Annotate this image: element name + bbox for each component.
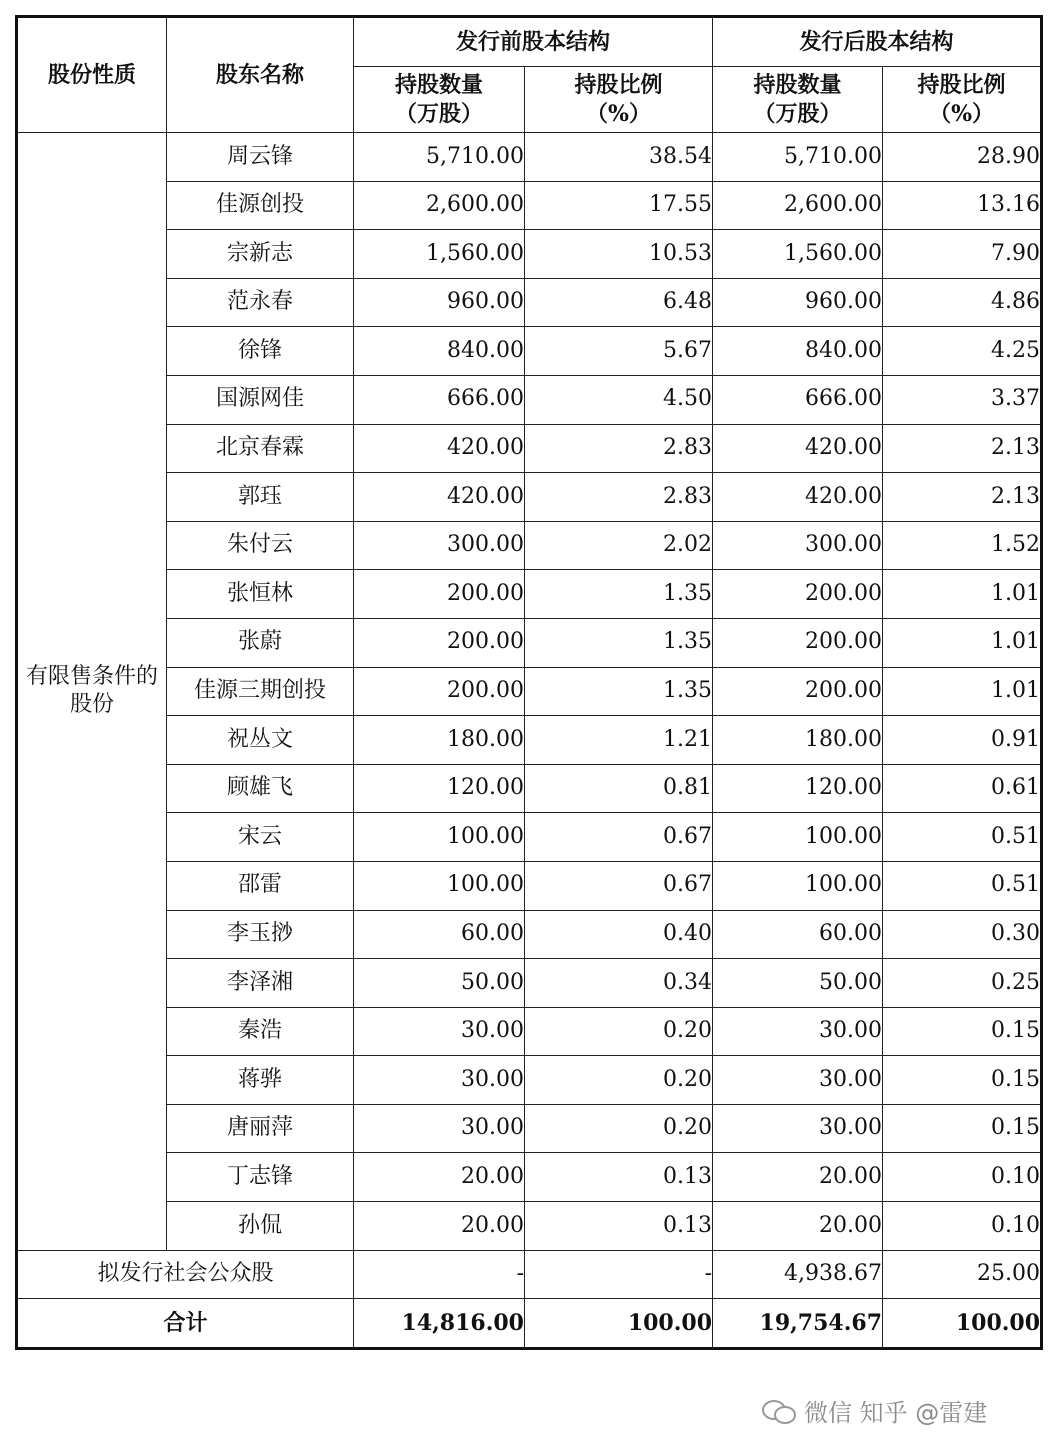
watermark-text: 微信 知乎 @雷建 — [804, 1399, 988, 1427]
before-shares: - — [354, 1250, 525, 1299]
total-before-shares: 14,816.00 — [354, 1299, 525, 1349]
before-shares: 960.00 — [354, 278, 525, 327]
after-ratio: 0.91 — [883, 716, 1042, 765]
after-shares: 200.00 — [713, 618, 883, 667]
before-shares: 30.00 — [354, 1104, 525, 1153]
header-row-1 — [17, 17, 1042, 67]
before-shares: 30.00 — [354, 1007, 525, 1056]
before-ratio: 0.20 — [525, 1104, 713, 1153]
public-offering-row — [17, 1250, 1042, 1299]
before-shares: 200.00 — [354, 667, 525, 716]
shareholder-name: 徐锋 — [167, 327, 354, 376]
shareholder-name: 宋云 — [167, 813, 354, 862]
table-row — [17, 570, 1042, 619]
header-ratio-line2: （%） — [929, 100, 994, 127]
watermark — [762, 1393, 987, 1428]
table-row — [17, 764, 1042, 813]
shareholder-name: 佳源三期创投 — [167, 667, 354, 716]
after-shares: 420.00 — [713, 473, 883, 522]
table-row — [17, 375, 1042, 424]
shareholder-name: 周云锋 — [167, 133, 354, 182]
after-shares: 200.00 — [713, 667, 883, 716]
table-row — [17, 473, 1042, 522]
after-shares: 300.00 — [713, 521, 883, 570]
header-before-shares — [354, 67, 525, 133]
shareholder-name: 朱付云 — [167, 521, 354, 570]
after-shares: 30.00 — [713, 1104, 883, 1153]
before-ratio: 1.35 — [525, 667, 713, 716]
total-label: 合计 — [17, 1299, 354, 1349]
before-ratio: 0.20 — [525, 1056, 713, 1105]
after-ratio: 0.30 — [883, 910, 1042, 959]
shareholder-name: 宗新志 — [167, 230, 354, 279]
before-shares: 840.00 — [354, 327, 525, 376]
after-ratio: 1.01 — [883, 570, 1042, 619]
table-row — [17, 327, 1042, 376]
table-row — [17, 813, 1042, 862]
header-after-issue: 发行后股本结构 — [713, 17, 1042, 67]
table-row — [17, 1056, 1042, 1105]
before-ratio: 4.50 — [525, 375, 713, 424]
before-shares: 300.00 — [354, 521, 525, 570]
total-before-ratio: 100.00 — [525, 1299, 713, 1349]
after-shares: 20.00 — [713, 1153, 883, 1202]
after-ratio: 4.86 — [883, 278, 1042, 327]
after-ratio: 7.90 — [883, 230, 1042, 279]
before-shares: 60.00 — [354, 910, 525, 959]
after-shares: 4,938.67 — [713, 1250, 883, 1299]
after-ratio: 0.51 — [883, 813, 1042, 862]
shareholder-name: 郭珏 — [167, 473, 354, 522]
header-share-nature: 股份性质 — [17, 17, 167, 133]
header-ratio-line2: （%） — [586, 100, 651, 127]
after-ratio: 1.01 — [883, 618, 1042, 667]
table-row — [17, 133, 1042, 182]
table-row — [17, 1007, 1042, 1056]
after-shares: 100.00 — [713, 861, 883, 910]
after-ratio: 0.15 — [883, 1007, 1042, 1056]
after-ratio: 0.10 — [883, 1153, 1042, 1202]
before-shares: 100.00 — [354, 861, 525, 910]
shareholder-name: 蒋骅 — [167, 1056, 354, 1105]
before-ratio: 0.67 — [525, 813, 713, 862]
shareholder-name: 丁志锋 — [167, 1153, 354, 1202]
before-shares: 2,600.00 — [354, 181, 525, 230]
after-ratio: 0.15 — [883, 1104, 1042, 1153]
table-row — [17, 521, 1042, 570]
shareholder-name: 邵雷 — [167, 861, 354, 910]
before-ratio: 10.53 — [525, 230, 713, 279]
table-row — [17, 181, 1042, 230]
after-ratio: 0.25 — [883, 959, 1042, 1008]
before-ratio: 38.54 — [525, 133, 713, 182]
after-shares: 1,560.00 — [713, 230, 883, 279]
table-row — [17, 667, 1042, 716]
shareholding-table — [15, 15, 1043, 1350]
table-row — [17, 278, 1042, 327]
after-shares: 666.00 — [713, 375, 883, 424]
before-ratio: 1.35 — [525, 570, 713, 619]
after-ratio: 3.37 — [883, 375, 1042, 424]
before-shares: 420.00 — [354, 473, 525, 522]
before-shares: 50.00 — [354, 959, 525, 1008]
table-row — [17, 1202, 1042, 1251]
header-after-ratio — [883, 67, 1042, 133]
after-ratio: 13.16 — [883, 181, 1042, 230]
header-ratio-line1: 持股比例 — [574, 71, 663, 98]
after-ratio: 4.25 — [883, 327, 1042, 376]
before-ratio: 5.67 — [525, 327, 713, 376]
header-before-issue: 发行前股本结构 — [354, 17, 713, 67]
shareholder-name: 国源网佳 — [167, 375, 354, 424]
after-ratio: 1.52 — [883, 521, 1042, 570]
before-shares: 120.00 — [354, 764, 525, 813]
share-nature-restricted: 有限售条件的股份 — [17, 133, 167, 1251]
before-shares: 200.00 — [354, 618, 525, 667]
header-before-ratio — [525, 67, 713, 133]
after-shares: 960.00 — [713, 278, 883, 327]
after-shares: 60.00 — [713, 910, 883, 959]
before-shares: 1,560.00 — [354, 230, 525, 279]
table-row — [17, 1104, 1042, 1153]
shareholder-name: 孙侃 — [167, 1202, 354, 1251]
after-shares: 2,600.00 — [713, 181, 883, 230]
header-ratio-line1: 持股比例 — [917, 71, 1006, 98]
shareholder-name: 李泽湘 — [167, 959, 354, 1008]
after-shares: 420.00 — [713, 424, 883, 473]
after-ratio: 0.15 — [883, 1056, 1042, 1105]
total-after-shares: 19,754.67 — [713, 1299, 883, 1349]
header-shares-line2: （万股） — [394, 100, 483, 127]
after-shares: 840.00 — [713, 327, 883, 376]
after-shares: 50.00 — [713, 959, 883, 1008]
before-ratio: 2.83 — [525, 473, 713, 522]
before-ratio: 0.67 — [525, 861, 713, 910]
before-ratio: 0.34 — [525, 959, 713, 1008]
shareholder-name: 祝丛文 — [167, 716, 354, 765]
shareholder-name: 张蔚 — [167, 618, 354, 667]
before-ratio: 1.21 — [525, 716, 713, 765]
after-ratio: 1.01 — [883, 667, 1042, 716]
before-ratio: 2.83 — [525, 424, 713, 473]
table-row — [17, 861, 1042, 910]
table-row — [17, 959, 1042, 1008]
before-shares: 100.00 — [354, 813, 525, 862]
after-ratio: 2.13 — [883, 424, 1042, 473]
before-shares: 420.00 — [354, 424, 525, 473]
before-ratio: 1.35 — [525, 618, 713, 667]
before-ratio: 17.55 — [525, 181, 713, 230]
table-row — [17, 424, 1042, 473]
shareholder-name: 秦浩 — [167, 1007, 354, 1056]
shareholder-name: 唐丽萍 — [167, 1104, 354, 1153]
before-ratio: - — [525, 1250, 713, 1299]
after-shares: 100.00 — [713, 813, 883, 862]
before-ratio: 0.13 — [525, 1153, 713, 1202]
before-shares: 20.00 — [354, 1153, 525, 1202]
wechat-icon — [762, 1398, 796, 1424]
after-ratio: 0.51 — [883, 861, 1042, 910]
before-shares: 5,710.00 — [354, 133, 525, 182]
before-shares: 666.00 — [354, 375, 525, 424]
after-shares: 200.00 — [713, 570, 883, 619]
total-row — [17, 1299, 1042, 1349]
shareholder-name: 范永春 — [167, 278, 354, 327]
after-shares: 180.00 — [713, 716, 883, 765]
before-shares: 180.00 — [354, 716, 525, 765]
shareholder-name: 李玉挱 — [167, 910, 354, 959]
before-shares: 30.00 — [354, 1056, 525, 1105]
total-after-ratio: 100.00 — [883, 1299, 1042, 1349]
header-shares-line1: 持股数量 — [394, 71, 483, 98]
before-ratio: 0.13 — [525, 1202, 713, 1251]
after-shares: 20.00 — [713, 1202, 883, 1251]
before-shares: 200.00 — [354, 570, 525, 619]
header-shares-line2: （万股） — [753, 100, 842, 127]
after-shares: 120.00 — [713, 764, 883, 813]
table-row — [17, 1153, 1042, 1202]
after-shares: 5,710.00 — [713, 133, 883, 182]
after-ratio: 28.90 — [883, 133, 1042, 182]
after-ratio: 25.00 — [883, 1250, 1042, 1299]
public-offering-label: 拟发行社会公众股 — [17, 1250, 354, 1299]
before-shares: 20.00 — [354, 1202, 525, 1251]
shareholder-name: 张恒林 — [167, 570, 354, 619]
after-ratio: 2.13 — [883, 473, 1042, 522]
shareholder-name: 佳源创投 — [167, 181, 354, 230]
header-after-shares — [713, 67, 883, 133]
shareholder-name: 顾雄飞 — [167, 764, 354, 813]
before-ratio: 0.20 — [525, 1007, 713, 1056]
after-shares: 30.00 — [713, 1007, 883, 1056]
table-row — [17, 910, 1042, 959]
table-row — [17, 716, 1042, 765]
after-ratio: 0.10 — [883, 1202, 1042, 1251]
after-shares: 30.00 — [713, 1056, 883, 1105]
before-ratio: 2.02 — [525, 521, 713, 570]
after-ratio: 0.61 — [883, 764, 1042, 813]
before-ratio: 0.40 — [525, 910, 713, 959]
header-shares-line1: 持股数量 — [753, 71, 842, 98]
header-shareholder-name: 股东名称 — [167, 17, 354, 133]
before-ratio: 6.48 — [525, 278, 713, 327]
shareholder-name: 北京春霖 — [167, 424, 354, 473]
table-row — [17, 230, 1042, 279]
before-ratio: 0.81 — [525, 764, 713, 813]
table-row — [17, 618, 1042, 667]
